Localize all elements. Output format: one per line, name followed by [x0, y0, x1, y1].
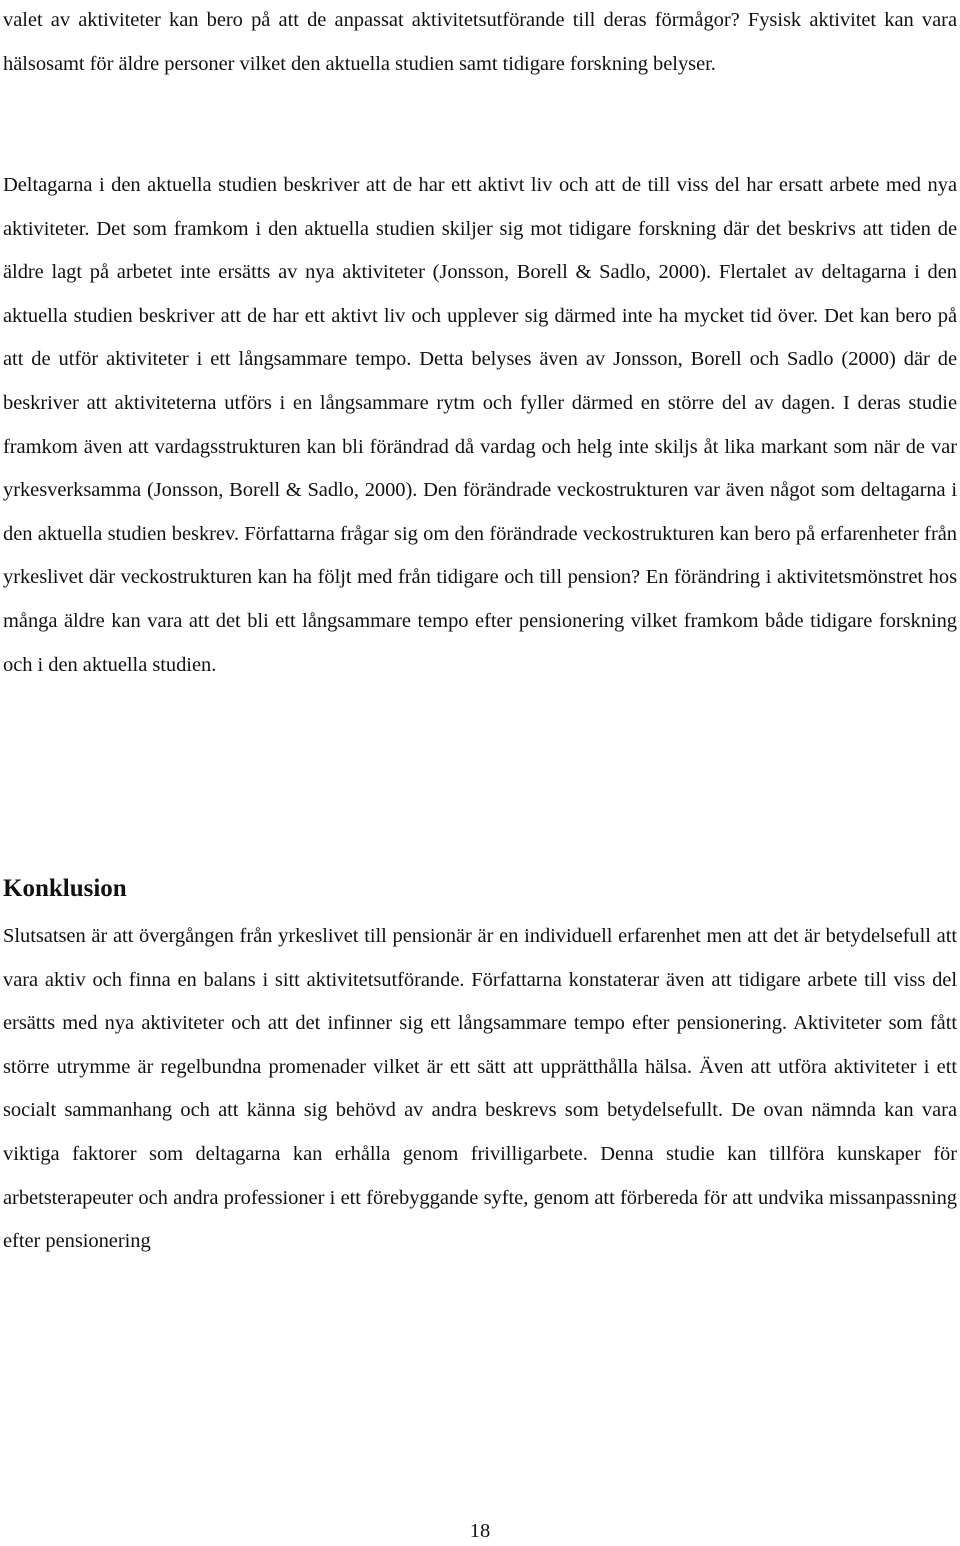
paragraph-discussion: Deltagarna i den aktuella studien beskriver att de har ett aktivt liv och att de till viss del har ersatt arbete med nya aktiviteter. Det som framkom i den aktuella studien skiljer sig mot tidigare forskning där det beskrivs att tiden de äldre lagt på arbetet inte ersätts av nya aktiviteter (Jonsson, Borell & Sadlo, 2000). Flertalet av deltagarna i den aktuella studien beskriver att de har ett aktivt liv och upplever sig därmed inte ha mycket tid över. Det kan bero på att de utför aktiviteter i ett långsammare tempo. Detta belyses även av Jonsson, Borell och Sadlo (2000) där de beskriver att aktiviteterna utförs i en långsammare rytm och fyller därmed en större del av dagen. I deras studie framkom även att vardagsstrukturen kan bli förändrad då vardag och helg inte skiljs åt lika markant som när de var yrkesverksamma (Jonsson, Borell & Sadlo, 2000). Den förändrade veckostrukturen var även något som deltagarna i den aktuella studien beskrev. Författarna frågar sig om den förändrade veckostrukturen kan bero på erfarenheter från yrkeslivet där veckostrukturen kan ha följt med från tidigare och till pension? En förändring i aktivitetsmönstret hos många äldre kan vara att det bli ett långsammare tempo efter pensionering vilket framkom både tidigare forskning och i den aktuella studien. — [3, 174, 957, 676]
paragraph-conclusion: Slutsatsen är att övergången från yrkeslivet till pensionär är en individuell erfarenhet men att det är betydelsefull att vara aktiv och finna en balans i sitt aktivitetsutförande. Författarna konstaterar även att tidigare arbete till viss del ersätts med nya aktiviteter och att det infinner sig ett långsammare tempo efter pensionering. Aktiviteter som fått större utrymme är regelbundna promenader vilket är ett sätt att upprätthålla hälsa. Även att utföra aktiviteter i ett socialt sammanhang och att känna sig behövd av andra beskrevs som betydelsefullt. De ovan nämnda kan vara viktiga faktorer som deltagarna kan erhålla genom frivilligarbete. Denna studie kan tillföra kunskaper för arbetsterapeuter och andra professioner i ett förebyggande syfte, genom att förbereda för att undvika missanpassning efter pensionering — [3, 925, 957, 1253]
section-heading: Konklusion — [3, 875, 127, 902]
page-number: 18 — [469, 1520, 491, 1542]
document-page — [3, 0, 957, 1545]
paragraph-intro: valet av aktiviteter kan bero på att de anpassat aktivitetsutförande till deras förmågor? Fysisk aktivitet kan vara hälsosamt för äldre personer vilket den aktuella studien samt tidigare forskning belyser. — [3, 9, 957, 75]
